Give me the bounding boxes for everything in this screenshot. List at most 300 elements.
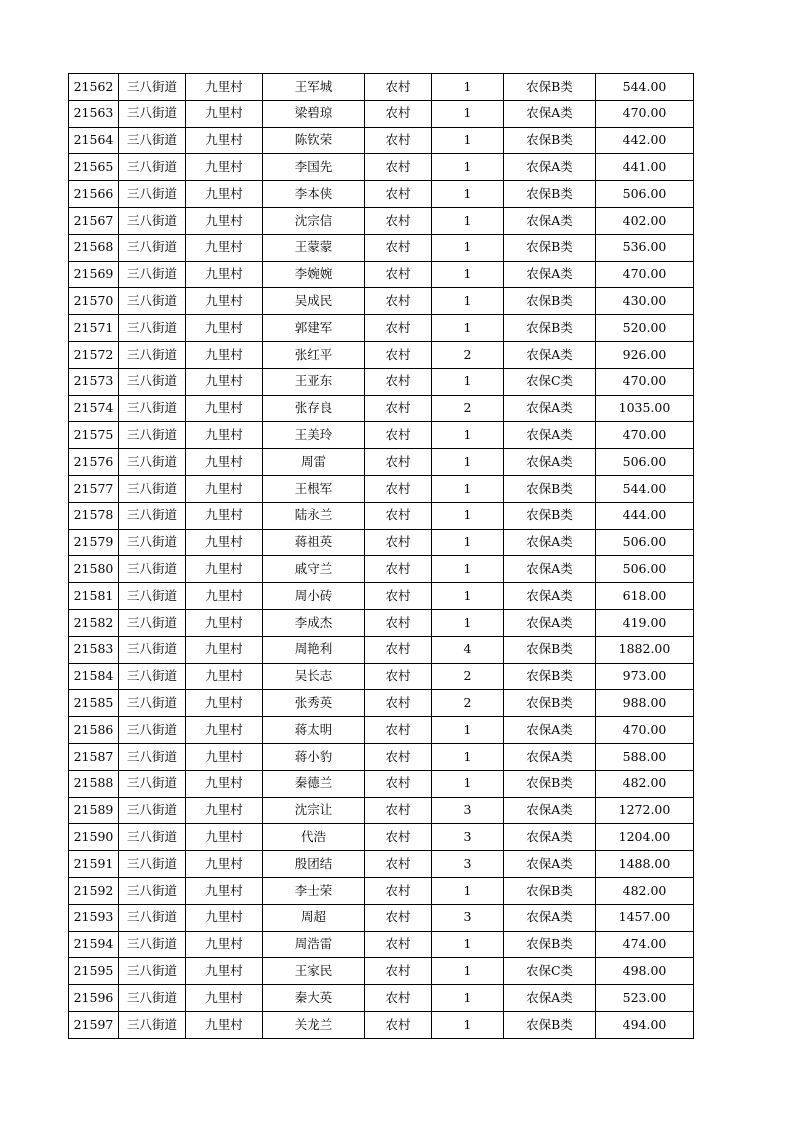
cell-street: 三八街道 [119, 824, 186, 851]
cell-street: 三八街道 [119, 851, 186, 878]
table-row [69, 877, 694, 904]
cell-street: 三八街道 [119, 127, 186, 154]
table-row [69, 368, 694, 395]
cell-amount: 470.00 [596, 368, 694, 395]
cell-village: 九里村 [186, 261, 263, 288]
cell-name: 蒋祖英 [263, 529, 365, 556]
cell-count: 1 [432, 449, 504, 476]
cell-type: 农村 [365, 743, 432, 770]
cell-id: 21577 [69, 475, 119, 502]
table-row [69, 288, 694, 315]
cell-type: 农村 [365, 529, 432, 556]
table-row [69, 502, 694, 529]
cell-type: 农村 [365, 663, 432, 690]
cell-id: 21595 [69, 958, 119, 985]
cell-amount: 926.00 [596, 341, 694, 368]
cell-name: 李本侠 [263, 181, 365, 208]
cell-id: 21594 [69, 931, 119, 958]
table-row [69, 770, 694, 797]
cell-id: 21579 [69, 529, 119, 556]
cell-name: 代浩 [263, 824, 365, 851]
cell-id: 21582 [69, 609, 119, 636]
table-row [69, 100, 694, 127]
cell-type: 农村 [365, 877, 432, 904]
cell-count: 3 [432, 904, 504, 931]
cell-count: 1 [432, 556, 504, 583]
cell-amount: 588.00 [596, 743, 694, 770]
cell-amount: 506.00 [596, 556, 694, 583]
table-row [69, 449, 694, 476]
cell-amount: 1882.00 [596, 636, 694, 663]
cell-type: 农村 [365, 958, 432, 985]
table-row [69, 636, 694, 663]
data-table [68, 73, 694, 1039]
cell-amount: 470.00 [596, 261, 694, 288]
cell-type: 农村 [365, 931, 432, 958]
table-row [69, 315, 694, 342]
cell-count: 1 [432, 609, 504, 636]
cell-count: 2 [432, 341, 504, 368]
cell-id: 21568 [69, 234, 119, 261]
cell-street: 三八街道 [119, 181, 186, 208]
cell-amount: 1035.00 [596, 395, 694, 422]
cell-count: 1 [432, 127, 504, 154]
cell-village: 九里村 [186, 341, 263, 368]
table-row [69, 743, 694, 770]
cell-amount: 494.00 [596, 1011, 694, 1038]
cell-category: 农保A类 [504, 341, 596, 368]
cell-id: 21592 [69, 877, 119, 904]
cell-id: 21589 [69, 797, 119, 824]
cell-name: 王根军 [263, 475, 365, 502]
cell-id: 21593 [69, 904, 119, 931]
cell-street: 三八街道 [119, 958, 186, 985]
cell-category: 农保B类 [504, 234, 596, 261]
cell-type: 农村 [365, 824, 432, 851]
table-row [69, 985, 694, 1012]
cell-village: 九里村 [186, 127, 263, 154]
table-row [69, 609, 694, 636]
table-row [69, 958, 694, 985]
cell-id: 21571 [69, 315, 119, 342]
cell-street: 三八街道 [119, 315, 186, 342]
cell-amount: 618.00 [596, 583, 694, 610]
cell-amount: 506.00 [596, 181, 694, 208]
cell-type: 农村 [365, 181, 432, 208]
cell-type: 农村 [365, 207, 432, 234]
cell-village: 九里村 [186, 207, 263, 234]
table-body [69, 74, 694, 1039]
cell-category: 农保B类 [504, 931, 596, 958]
cell-category: 农保A类 [504, 824, 596, 851]
cell-type: 农村 [365, 127, 432, 154]
cell-category: 农保A类 [504, 529, 596, 556]
cell-name: 张秀英 [263, 690, 365, 717]
cell-id: 21576 [69, 449, 119, 476]
cell-amount: 988.00 [596, 690, 694, 717]
table-row [69, 422, 694, 449]
cell-count: 1 [432, 100, 504, 127]
cell-type: 农村 [365, 904, 432, 931]
cell-count: 1 [432, 261, 504, 288]
cell-count: 2 [432, 663, 504, 690]
cell-village: 九里村 [186, 529, 263, 556]
cell-category: 农保B类 [504, 663, 596, 690]
cell-village: 九里村 [186, 958, 263, 985]
cell-village: 九里村 [186, 851, 263, 878]
cell-count: 2 [432, 395, 504, 422]
cell-village: 九里村 [186, 824, 263, 851]
cell-name: 李国先 [263, 154, 365, 181]
cell-village: 九里村 [186, 636, 263, 663]
cell-category: 农保B类 [504, 74, 596, 101]
cell-count: 1 [432, 583, 504, 610]
cell-name: 李婉婉 [263, 261, 365, 288]
cell-id: 21578 [69, 502, 119, 529]
cell-name: 陆永兰 [263, 502, 365, 529]
cell-type: 农村 [365, 154, 432, 181]
cell-count: 1 [432, 207, 504, 234]
table-row [69, 234, 694, 261]
cell-amount: 402.00 [596, 207, 694, 234]
cell-amount: 444.00 [596, 502, 694, 529]
cell-type: 农村 [365, 422, 432, 449]
cell-amount: 544.00 [596, 475, 694, 502]
cell-amount: 470.00 [596, 717, 694, 744]
cell-category: 农保B类 [504, 877, 596, 904]
cell-village: 九里村 [186, 556, 263, 583]
cell-street: 三八街道 [119, 636, 186, 663]
cell-village: 九里村 [186, 770, 263, 797]
cell-category: 农保A类 [504, 985, 596, 1012]
cell-id: 21567 [69, 207, 119, 234]
cell-amount: 419.00 [596, 609, 694, 636]
cell-street: 三八街道 [119, 797, 186, 824]
cell-category: 农保A类 [504, 583, 596, 610]
cell-amount: 482.00 [596, 877, 694, 904]
cell-street: 三八街道 [119, 985, 186, 1012]
table-row [69, 261, 694, 288]
cell-street: 三八街道 [119, 449, 186, 476]
cell-street: 三八街道 [119, 717, 186, 744]
cell-name: 李士荣 [263, 877, 365, 904]
cell-category: 农保A类 [504, 154, 596, 181]
cell-village: 九里村 [186, 663, 263, 690]
cell-count: 1 [432, 475, 504, 502]
cell-id: 21596 [69, 985, 119, 1012]
cell-street: 三八街道 [119, 207, 186, 234]
cell-id: 21566 [69, 181, 119, 208]
cell-street: 三八街道 [119, 288, 186, 315]
cell-amount: 474.00 [596, 931, 694, 958]
table-row [69, 904, 694, 931]
cell-village: 九里村 [186, 797, 263, 824]
cell-village: 九里村 [186, 422, 263, 449]
cell-category: 农保B类 [504, 502, 596, 529]
cell-village: 九里村 [186, 315, 263, 342]
cell-street: 三八街道 [119, 475, 186, 502]
cell-name: 沈宗让 [263, 797, 365, 824]
cell-type: 农村 [365, 74, 432, 101]
table-row [69, 207, 694, 234]
cell-village: 九里村 [186, 904, 263, 931]
cell-village: 九里村 [186, 475, 263, 502]
cell-type: 农村 [365, 851, 432, 878]
cell-name: 张红平 [263, 341, 365, 368]
cell-street: 三八街道 [119, 556, 186, 583]
cell-name: 郭建军 [263, 315, 365, 342]
cell-category: 农保B类 [504, 690, 596, 717]
cell-category: 农保A类 [504, 207, 596, 234]
cell-count: 1 [432, 422, 504, 449]
cell-count: 1 [432, 529, 504, 556]
cell-category: 农保B类 [504, 636, 596, 663]
cell-name: 周雷 [263, 449, 365, 476]
cell-id: 21570 [69, 288, 119, 315]
cell-street: 三八街道 [119, 690, 186, 717]
cell-amount: 506.00 [596, 529, 694, 556]
cell-village: 九里村 [186, 1011, 263, 1038]
cell-category: 农保B类 [504, 315, 596, 342]
cell-category: 农保C类 [504, 368, 596, 395]
cell-name: 王亚东 [263, 368, 365, 395]
cell-count: 1 [432, 315, 504, 342]
table-row [69, 556, 694, 583]
cell-id: 21574 [69, 395, 119, 422]
cell-type: 农村 [365, 609, 432, 636]
cell-count: 1 [432, 931, 504, 958]
cell-count: 3 [432, 797, 504, 824]
cell-category: 农保A类 [504, 261, 596, 288]
cell-type: 农村 [365, 1011, 432, 1038]
cell-count: 1 [432, 743, 504, 770]
table-row [69, 690, 694, 717]
table-row [69, 824, 694, 851]
cell-amount: 544.00 [596, 74, 694, 101]
cell-street: 三八街道 [119, 877, 186, 904]
cell-village: 九里村 [186, 717, 263, 744]
cell-street: 三八街道 [119, 422, 186, 449]
cell-type: 农村 [365, 395, 432, 422]
cell-name: 蒋太明 [263, 717, 365, 744]
cell-street: 三八街道 [119, 100, 186, 127]
cell-count: 1 [432, 502, 504, 529]
cell-name: 张存良 [263, 395, 365, 422]
cell-amount: 470.00 [596, 422, 694, 449]
cell-amount: 498.00 [596, 958, 694, 985]
cell-amount: 1204.00 [596, 824, 694, 851]
cell-name: 戚守兰 [263, 556, 365, 583]
cell-id: 21565 [69, 154, 119, 181]
cell-name: 关龙兰 [263, 1011, 365, 1038]
cell-category: 农保A类 [504, 449, 596, 476]
cell-name: 秦大英 [263, 985, 365, 1012]
cell-amount: 506.00 [596, 449, 694, 476]
cell-type: 农村 [365, 797, 432, 824]
cell-id: 21583 [69, 636, 119, 663]
cell-street: 三八街道 [119, 154, 186, 181]
cell-name: 陈钦荣 [263, 127, 365, 154]
cell-id: 21563 [69, 100, 119, 127]
table-row [69, 717, 694, 744]
cell-category: 农保A类 [504, 851, 596, 878]
cell-amount: 536.00 [596, 234, 694, 261]
cell-count: 1 [432, 288, 504, 315]
cell-id: 21572 [69, 341, 119, 368]
cell-name: 王蒙蒙 [263, 234, 365, 261]
cell-amount: 973.00 [596, 663, 694, 690]
cell-amount: 442.00 [596, 127, 694, 154]
cell-count: 1 [432, 958, 504, 985]
cell-name: 秦德兰 [263, 770, 365, 797]
cell-category: 农保A类 [504, 556, 596, 583]
cell-category: 农保A类 [504, 100, 596, 127]
cell-village: 九里村 [186, 395, 263, 422]
cell-street: 三八街道 [119, 234, 186, 261]
cell-street: 三八街道 [119, 368, 186, 395]
cell-id: 21580 [69, 556, 119, 583]
cell-village: 九里村 [186, 931, 263, 958]
cell-amount: 523.00 [596, 985, 694, 1012]
table-row [69, 1011, 694, 1038]
cell-count: 1 [432, 181, 504, 208]
cell-name: 周浩雷 [263, 931, 365, 958]
cell-count: 4 [432, 636, 504, 663]
table-row [69, 931, 694, 958]
cell-type: 农村 [365, 985, 432, 1012]
cell-count: 3 [432, 824, 504, 851]
cell-village: 九里村 [186, 234, 263, 261]
cell-id: 21569 [69, 261, 119, 288]
cell-category: 农保A类 [504, 717, 596, 744]
cell-name: 沈宗信 [263, 207, 365, 234]
cell-id: 21573 [69, 368, 119, 395]
cell-street: 三八街道 [119, 529, 186, 556]
cell-amount: 470.00 [596, 100, 694, 127]
table-row [69, 529, 694, 556]
table-row [69, 583, 694, 610]
cell-count: 2 [432, 690, 504, 717]
cell-id: 21588 [69, 770, 119, 797]
cell-street: 三八街道 [119, 502, 186, 529]
cell-category: 农保A类 [504, 904, 596, 931]
cell-name: 吴成民 [263, 288, 365, 315]
cell-id: 21597 [69, 1011, 119, 1038]
cell-id: 21575 [69, 422, 119, 449]
table-row [69, 851, 694, 878]
cell-village: 九里村 [186, 985, 263, 1012]
cell-id: 21562 [69, 74, 119, 101]
cell-name: 周超 [263, 904, 365, 931]
cell-village: 九里村 [186, 877, 263, 904]
cell-type: 农村 [365, 100, 432, 127]
cell-amount: 441.00 [596, 154, 694, 181]
table-row [69, 341, 694, 368]
cell-street: 三八街道 [119, 395, 186, 422]
table-row [69, 475, 694, 502]
cell-category: 农保A类 [504, 422, 596, 449]
table-row [69, 663, 694, 690]
cell-street: 三八街道 [119, 663, 186, 690]
cell-amount: 520.00 [596, 315, 694, 342]
cell-name: 殷团结 [263, 851, 365, 878]
cell-type: 农村 [365, 502, 432, 529]
cell-type: 农村 [365, 690, 432, 717]
cell-type: 农村 [365, 288, 432, 315]
cell-id: 21590 [69, 824, 119, 851]
table-row [69, 395, 694, 422]
cell-street: 三八街道 [119, 931, 186, 958]
cell-village: 九里村 [186, 100, 263, 127]
cell-type: 农村 [365, 770, 432, 797]
cell-amount: 482.00 [596, 770, 694, 797]
cell-type: 农村 [365, 261, 432, 288]
cell-count: 1 [432, 877, 504, 904]
cell-name: 蒋小豹 [263, 743, 365, 770]
cell-id: 21584 [69, 663, 119, 690]
cell-id: 21586 [69, 717, 119, 744]
cell-street: 三八街道 [119, 583, 186, 610]
cell-type: 农村 [365, 556, 432, 583]
table-row [69, 74, 694, 101]
cell-name: 李成杰 [263, 609, 365, 636]
cell-count: 1 [432, 1011, 504, 1038]
cell-id: 21564 [69, 127, 119, 154]
cell-category: 农保A类 [504, 395, 596, 422]
cell-name: 周小砖 [263, 583, 365, 610]
cell-count: 1 [432, 234, 504, 261]
cell-count: 1 [432, 154, 504, 181]
cell-street: 三八街道 [119, 743, 186, 770]
cell-id: 21591 [69, 851, 119, 878]
cell-id: 21585 [69, 690, 119, 717]
cell-count: 1 [432, 985, 504, 1012]
table-row [69, 797, 694, 824]
cell-category: 农保B类 [504, 475, 596, 502]
cell-amount: 1272.00 [596, 797, 694, 824]
cell-name: 梁碧琼 [263, 100, 365, 127]
cell-type: 农村 [365, 636, 432, 663]
cell-village: 九里村 [186, 181, 263, 208]
cell-street: 三八街道 [119, 261, 186, 288]
cell-type: 农村 [365, 315, 432, 342]
cell-type: 农村 [365, 234, 432, 261]
cell-village: 九里村 [186, 449, 263, 476]
cell-count: 3 [432, 851, 504, 878]
cell-category: 农保B类 [504, 770, 596, 797]
cell-type: 农村 [365, 341, 432, 368]
cell-village: 九里村 [186, 288, 263, 315]
cell-count: 1 [432, 770, 504, 797]
cell-id: 21587 [69, 743, 119, 770]
cell-count: 1 [432, 368, 504, 395]
cell-type: 农村 [365, 583, 432, 610]
cell-village: 九里村 [186, 690, 263, 717]
cell-type: 农村 [365, 717, 432, 744]
cell-street: 三八街道 [119, 74, 186, 101]
cell-street: 三八街道 [119, 1011, 186, 1038]
cell-category: 农保B类 [504, 127, 596, 154]
cell-category: 农保B类 [504, 181, 596, 208]
cell-count: 1 [432, 717, 504, 744]
cell-category: 农保A类 [504, 743, 596, 770]
cell-village: 九里村 [186, 368, 263, 395]
cell-street: 三八街道 [119, 904, 186, 931]
cell-street: 三八街道 [119, 341, 186, 368]
cell-name: 周艳利 [263, 636, 365, 663]
cell-category: 农保C类 [504, 958, 596, 985]
cell-village: 九里村 [186, 743, 263, 770]
